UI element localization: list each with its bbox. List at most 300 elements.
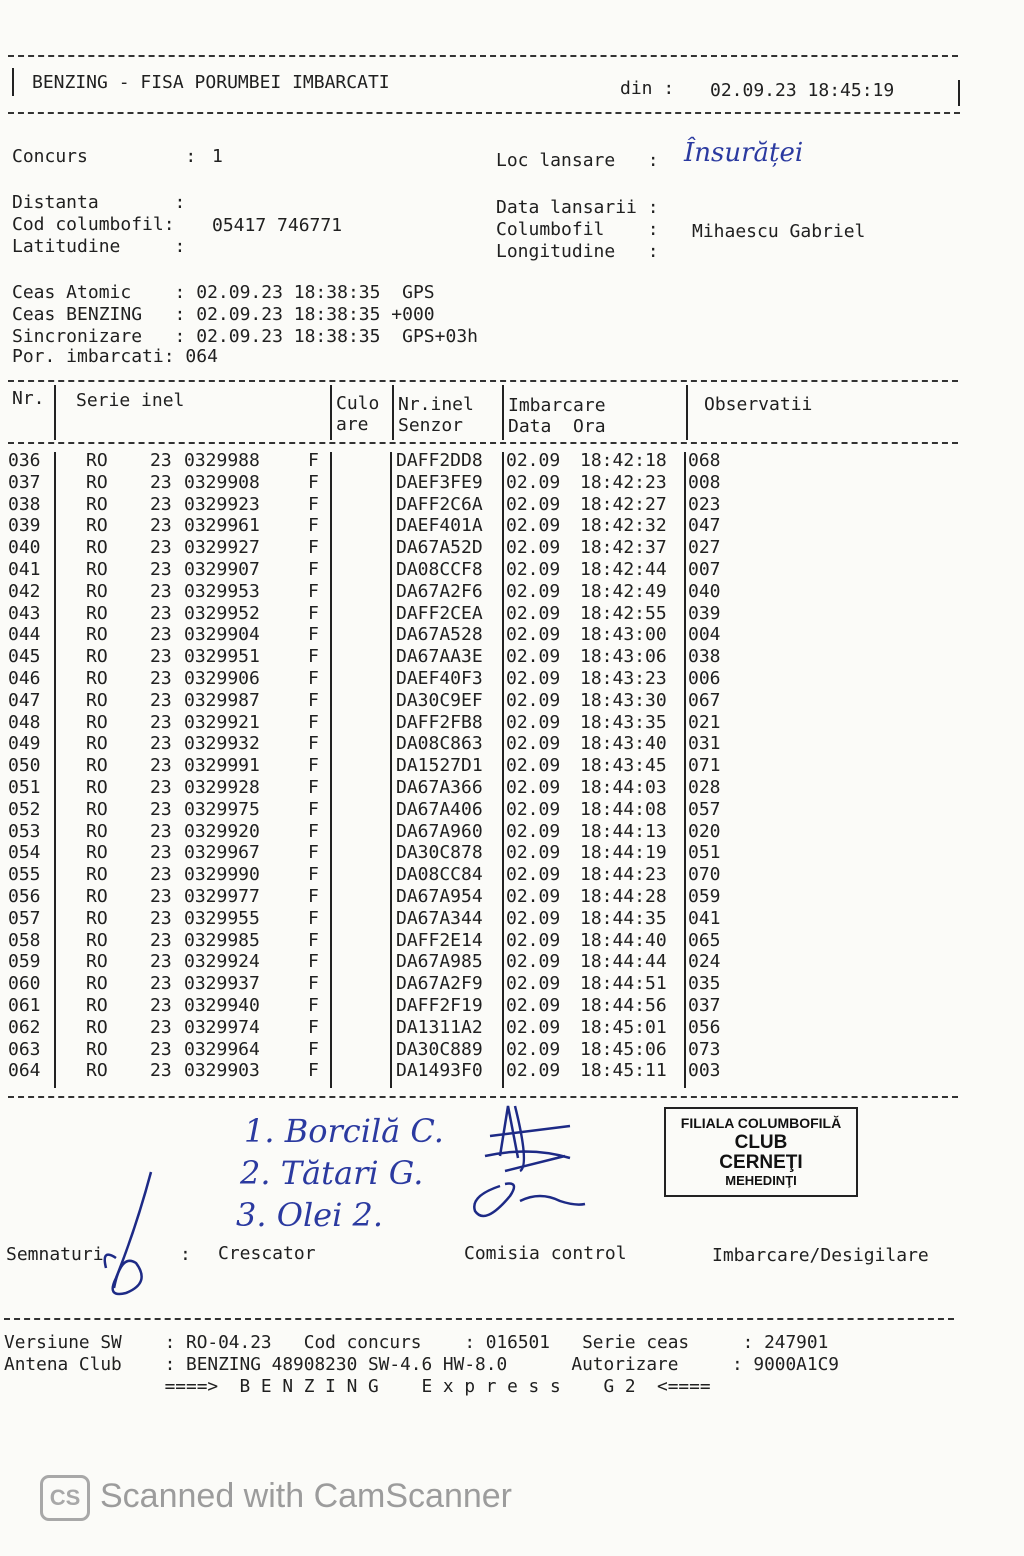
cell-nr: 061: [8, 995, 41, 1016]
cell-date: 02.09: [506, 537, 561, 559]
cell-sensor: DAFF2C6A: [396, 493, 483, 515]
cell-sensor: DA67A344: [396, 907, 483, 929]
table-top-rule: [8, 380, 958, 382]
cell-time: 18:42:37: [580, 537, 667, 559]
cell-sensor: DA67A366: [396, 777, 483, 798]
cell-sensor: DA08CCF8: [396, 559, 483, 580]
table-row: [8, 886, 958, 908]
table-row: [8, 777, 958, 799]
imbarcare-desigilare-label: Imbarcare/Desigilare: [712, 1245, 929, 1266]
cell-sensor: DAEF401A: [396, 515, 483, 537]
cell-date: 02.09: [506, 951, 561, 973]
cell-date: 02.09: [506, 842, 561, 864]
cell-country: RO: [86, 493, 108, 515]
camscanner-text: Scanned with CamScanner: [100, 1477, 513, 1515]
club-stamp: [664, 1107, 858, 1197]
cell-date: 02.09: [506, 820, 561, 842]
cell-time: 18:44:56: [580, 995, 667, 1016]
cell-country: RO: [86, 646, 108, 668]
cell-nr: 060: [8, 973, 41, 995]
cell-time: 18:45:01: [580, 1016, 667, 1038]
cell-year: 23: [150, 842, 172, 864]
cell-year: 23: [150, 886, 172, 907]
cell-obs: 065: [688, 929, 721, 951]
cell-obs: 041: [688, 907, 721, 929]
porumbei-imbarcati-line: Por. imbarcati: 064: [12, 346, 218, 367]
cell-nr: 052: [8, 798, 41, 820]
cell-ring: 0329961: [184, 515, 260, 537]
table-row: [8, 842, 958, 864]
cell-obs: 023: [688, 493, 721, 515]
cell-sex: F: [308, 559, 319, 580]
cell-date: 02.09: [506, 733, 561, 755]
cell-nr: 047: [8, 689, 41, 711]
cell-nr: 039: [8, 515, 41, 537]
col-header-senzor: Senzor: [398, 415, 464, 436]
body-sep-5: [684, 452, 686, 1088]
table-row: [8, 603, 958, 625]
cell-sensor: DA67A985: [396, 951, 483, 973]
cell-date: 02.09: [506, 471, 561, 493]
data-lansarii-label: Data lansarii :: [496, 197, 659, 218]
hdr-sep-1: [54, 385, 56, 440]
cell-nr: 058: [8, 929, 41, 951]
cell-obs: 003: [688, 1060, 721, 1082]
cell-nr: 048: [8, 711, 41, 733]
cell-sensor: DAFF2DD8: [396, 450, 483, 471]
cell-country: RO: [86, 733, 108, 755]
cell-obs: 038: [688, 646, 721, 668]
report-datetime: 02.09.23 18:45:19: [710, 80, 895, 101]
cell-time: 18:44:28: [580, 886, 667, 907]
table-row: [8, 515, 958, 537]
col-header-nr: Nr.: [12, 388, 45, 409]
table-row: [8, 494, 958, 516]
table-row: [8, 973, 958, 995]
cell-time: 18:43:45: [580, 755, 667, 777]
cell-nr: 043: [8, 602, 41, 624]
cell-date: 02.09: [506, 798, 561, 820]
cell-nr: 042: [8, 580, 41, 602]
cell-obs: 057: [688, 798, 721, 820]
cell-obs: 067: [688, 689, 721, 711]
cell-country: RO: [86, 820, 108, 842]
cell-sensor: DA67A2F9: [396, 973, 483, 995]
cell-year: 23: [150, 907, 172, 929]
cell-nr: 037: [8, 471, 41, 493]
cell-nr: 051: [8, 777, 41, 798]
cell-date: 02.09: [506, 668, 561, 689]
cell-time: 18:43:06: [580, 646, 667, 668]
cell-sex: F: [308, 755, 319, 777]
cell-year: 23: [150, 864, 172, 886]
cell-ring: 0329991: [184, 755, 260, 777]
cell-time: 18:42:32: [580, 515, 667, 537]
cell-time: 18:42:49: [580, 580, 667, 602]
cell-date: 02.09: [506, 1016, 561, 1038]
table-row: [8, 690, 958, 712]
cell-ring: 0329928: [184, 777, 260, 798]
cell-obs: 040: [688, 580, 721, 602]
cell-obs: 024: [688, 951, 721, 973]
table-row: [8, 1060, 958, 1082]
cell-ring: 0329964: [184, 1038, 260, 1060]
ceas-benzing-line: Ceas BENZING : 02.09.23 18:38:35 +000: [12, 304, 435, 325]
cell-date: 02.09: [506, 1060, 561, 1082]
cell-ring: 0329987: [184, 689, 260, 711]
cell-sensor: DA1311A2: [396, 1016, 483, 1038]
cell-date: 02.09: [506, 450, 561, 471]
cell-nr: 045: [8, 646, 41, 668]
table-row: [8, 821, 958, 843]
cell-time: 18:42:18: [580, 450, 667, 471]
hdr-sep-4: [502, 385, 504, 440]
cell-sex: F: [308, 711, 319, 733]
cell-nr: 053: [8, 820, 41, 842]
cell-sex: F: [308, 777, 319, 798]
table-row: [8, 799, 958, 821]
cell-date: 02.09: [506, 777, 561, 798]
cell-obs: 070: [688, 864, 721, 886]
cell-year: 23: [150, 646, 172, 668]
cell-sex: F: [308, 624, 319, 646]
cell-date: 02.09: [506, 711, 561, 733]
cell-time: 18:43:35: [580, 711, 667, 733]
cell-ring: 0329927: [184, 537, 260, 559]
longitudine-label: Longitudine :: [496, 241, 659, 262]
ceas-atomic-line: Ceas Atomic : 02.09.23 18:38:35 GPS: [12, 282, 435, 303]
cell-ring: 0329985: [184, 929, 260, 951]
loc-lansare-value: Însurăței: [684, 138, 804, 168]
table-row: [8, 1039, 958, 1061]
distanta-label: Distanta :: [12, 192, 186, 213]
cell-ring: 0329952: [184, 602, 260, 624]
cell-year: 23: [150, 624, 172, 646]
header-bottom-rule: [8, 112, 960, 114]
cell-ring: 0329974: [184, 1016, 260, 1038]
cell-sex: F: [308, 820, 319, 842]
cell-sex: F: [308, 689, 319, 711]
cell-sensor: DAFF2FB8: [396, 711, 483, 733]
cell-ring: 0329977: [184, 886, 260, 907]
cell-date: 02.09: [506, 929, 561, 951]
cell-sex: F: [308, 733, 319, 755]
cell-sensor: DA67A52D: [396, 537, 483, 559]
cell-obs: 004: [688, 624, 721, 646]
cell-time: 18:44:23: [580, 864, 667, 886]
cell-ring: 0329953: [184, 580, 260, 602]
cell-sensor: DA67A2F6: [396, 580, 483, 602]
handwritten-crescator-3: 3. Olei 2.: [236, 1196, 384, 1234]
cell-time: 18:45:11: [580, 1060, 667, 1082]
cell-year: 23: [150, 711, 172, 733]
table-row: [8, 995, 958, 1017]
cell-nr: 036: [8, 450, 41, 471]
cell-sensor: DA67A406: [396, 798, 483, 820]
cell-sex: F: [308, 842, 319, 864]
footer-line-2: Antena Club : BENZING 48908230 SW-4.6 HW-8.0 Autorizare : 9000A1C9: [4, 1354, 840, 1375]
cell-obs: 021: [688, 711, 721, 733]
cell-time: 18:42:27: [580, 493, 667, 515]
cell-sensor: DAFF2CEA: [396, 602, 483, 624]
table-row: [8, 581, 958, 603]
cell-year: 23: [150, 580, 172, 602]
cell-ring: 0329951: [184, 646, 260, 668]
cell-country: RO: [86, 471, 108, 493]
cell-obs: 056: [688, 1016, 721, 1038]
cell-ring: 0329903: [184, 1060, 260, 1082]
cell-obs: 027: [688, 537, 721, 559]
cell-ring: 0329908: [184, 471, 260, 493]
cell-sex: F: [308, 973, 319, 995]
header-right-bar: [958, 80, 960, 106]
col-header-imbarcare: Imbarcare: [508, 395, 606, 416]
table-header-rule: [8, 442, 958, 444]
cell-country: RO: [86, 580, 108, 602]
cell-year: 23: [150, 929, 172, 951]
cell-country: RO: [86, 798, 108, 820]
crescator-label: Crescator: [218, 1243, 316, 1264]
table-row: [8, 908, 958, 930]
table-row: [8, 624, 958, 646]
cell-sensor: DA1493F0: [396, 1060, 483, 1082]
table-row: [8, 537, 958, 559]
cell-country: RO: [86, 842, 108, 864]
cell-year: 23: [150, 559, 172, 580]
cell-nr: 055: [8, 864, 41, 886]
cell-country: RO: [86, 515, 108, 537]
cell-nr: 057: [8, 907, 41, 929]
cell-sensor: DA08C863: [396, 733, 483, 755]
cell-date: 02.09: [506, 689, 561, 711]
cell-year: 23: [150, 777, 172, 798]
cell-time: 18:43:23: [580, 668, 667, 689]
cell-sensor: DAEF40F3: [396, 668, 483, 689]
cod-columbofil-label: Cod columbofil:: [12, 214, 175, 235]
col-header-nr-inel: Nr.inel: [398, 394, 474, 415]
cell-time: 18:44:35: [580, 907, 667, 929]
cell-country: RO: [86, 755, 108, 777]
col-header-culoare-1: Culo: [336, 393, 380, 414]
cell-obs: 028: [688, 777, 721, 798]
cell-year: 23: [150, 755, 172, 777]
body-sep-2: [330, 452, 332, 1088]
cell-nr: 064: [8, 1060, 41, 1082]
stamp-line-3: CERNEŢI: [719, 1152, 803, 1173]
signature-semnaturi: [96, 1168, 166, 1308]
cell-obs: 073: [688, 1038, 721, 1060]
cod-columbofil-value: 05417 746771: [212, 215, 343, 236]
cell-country: RO: [86, 1016, 108, 1038]
cell-country: RO: [86, 907, 108, 929]
cell-date: 02.09: [506, 1038, 561, 1060]
cell-country: RO: [86, 624, 108, 646]
cell-time: 18:43:30: [580, 689, 667, 711]
cell-ring: 0329990: [184, 864, 260, 886]
cell-year: 23: [150, 1060, 172, 1082]
cell-year: 23: [150, 493, 172, 515]
cell-time: 18:44:03: [580, 777, 667, 798]
cell-obs: 068: [688, 450, 721, 471]
cell-year: 23: [150, 537, 172, 559]
table-row: [8, 668, 958, 690]
cell-sex: F: [308, 515, 319, 537]
cell-obs: 071: [688, 755, 721, 777]
latitudine-label: Latitudine :: [12, 236, 186, 257]
cell-nr: 041: [8, 559, 41, 580]
cell-obs: 039: [688, 602, 721, 624]
signature-comisia: [460, 1096, 590, 1231]
table-row: [8, 646, 958, 668]
cell-nr: 056: [8, 886, 41, 907]
columbofil-value: Mihaescu Gabriel: [692, 221, 866, 242]
table-row: [8, 472, 958, 494]
cell-year: 23: [150, 1038, 172, 1060]
table-row: [8, 930, 958, 952]
cell-sex: F: [308, 1038, 319, 1060]
comisia-control-label: Comisia control: [464, 1243, 627, 1264]
cell-sex: F: [308, 864, 319, 886]
cell-nr: 044: [8, 624, 41, 646]
cell-obs: 006: [688, 668, 721, 689]
cell-time: 18:43:40: [580, 733, 667, 755]
footer-rule: [4, 1318, 954, 1320]
cell-date: 02.09: [506, 886, 561, 907]
din-label: din :: [620, 78, 675, 99]
cell-country: RO: [86, 689, 108, 711]
cell-obs: 059: [688, 886, 721, 907]
col-header-data-ora: Data Ora: [508, 416, 606, 437]
cell-date: 02.09: [506, 907, 561, 929]
cell-sensor: DA30C889: [396, 1038, 483, 1060]
cell-country: RO: [86, 602, 108, 624]
cell-year: 23: [150, 973, 172, 995]
cell-time: 18:43:00: [580, 624, 667, 646]
cell-sex: F: [308, 907, 319, 929]
cell-sensor: DA08CC84: [396, 864, 483, 886]
hdr-sep-3: [392, 385, 394, 440]
table-row: [8, 712, 958, 734]
cell-country: RO: [86, 777, 108, 798]
cell-nr: 054: [8, 842, 41, 864]
body-sep-4: [502, 452, 504, 1088]
body-sep-1: [54, 452, 56, 1088]
cell-sensor: DAEF3FE9: [396, 471, 483, 493]
cell-nr: 038: [8, 493, 41, 515]
semnaturi-label: Semnaturi: [6, 1244, 104, 1265]
hdr-sep-5: [686, 385, 688, 440]
cell-obs: 008: [688, 471, 721, 493]
cell-sex: F: [308, 668, 319, 689]
cell-date: 02.09: [506, 624, 561, 646]
cell-sex: F: [308, 1016, 319, 1038]
cell-sensor: DAFF2F19: [396, 995, 483, 1016]
cell-year: 23: [150, 689, 172, 711]
sincronizare-line: Sincronizare : 02.09.23 18:38:35 GPS+03h: [12, 326, 478, 347]
cell-country: RO: [86, 711, 108, 733]
cell-country: RO: [86, 995, 108, 1016]
stamp-line-1: FILIALA COLUMBOFILĂ: [680, 1115, 842, 1131]
cell-ring: 0329920: [184, 820, 260, 842]
cell-year: 23: [150, 471, 172, 493]
cell-nr: 062: [8, 1016, 41, 1038]
header-top-rule: [8, 55, 958, 57]
cell-nr: 059: [8, 951, 41, 973]
camscanner-logo-icon: CS: [40, 1475, 90, 1521]
cell-date: 02.09: [506, 580, 561, 602]
cell-date: 02.09: [506, 646, 561, 668]
cell-ring: 0329955: [184, 907, 260, 929]
cell-sensor: DA67A960: [396, 820, 483, 842]
loc-lansare-label: Loc lansare :: [496, 150, 659, 171]
cell-sex: F: [308, 450, 319, 471]
cell-date: 02.09: [506, 755, 561, 777]
cell-obs: 020: [688, 820, 721, 842]
cell-sex: F: [308, 471, 319, 493]
cell-year: 23: [150, 798, 172, 820]
cell-year: 23: [150, 995, 172, 1016]
cell-sensor: DA1527D1: [396, 755, 483, 777]
cell-sensor: DAFF2E14: [396, 929, 483, 951]
body-sep-3: [390, 452, 392, 1088]
cell-sex: F: [308, 646, 319, 668]
cell-country: RO: [86, 1060, 108, 1082]
cell-ring: 0329906: [184, 668, 260, 689]
cell-ring: 0329904: [184, 624, 260, 646]
cell-time: 18:42:55: [580, 602, 667, 624]
col-header-observatii: Observatii: [704, 394, 813, 415]
cell-year: 23: [150, 602, 172, 624]
cell-year: 23: [150, 668, 172, 689]
cell-obs: 031: [688, 733, 721, 755]
cell-obs: 037: [688, 995, 721, 1016]
cell-year: 23: [150, 450, 172, 471]
cell-obs: 051: [688, 842, 721, 864]
cell-sex: F: [308, 580, 319, 602]
hdr-sep-2: [330, 385, 332, 440]
cell-nr: 046: [8, 668, 41, 689]
table-row: [8, 559, 958, 581]
cell-nr: 040: [8, 537, 41, 559]
handwritten-crescator-2: 2. Tătari G.: [240, 1154, 424, 1192]
cell-date: 02.09: [506, 515, 561, 537]
cell-country: RO: [86, 929, 108, 951]
cell-ring: 0329967: [184, 842, 260, 864]
cell-sex: F: [308, 798, 319, 820]
cell-sex: F: [308, 929, 319, 951]
cell-nr: 049: [8, 733, 41, 755]
cell-year: 23: [150, 1016, 172, 1038]
table-row: [8, 951, 958, 973]
stamp-line-2: CLUB: [734, 1132, 788, 1153]
cell-sensor: DA67AA3E: [396, 646, 483, 668]
table-row: [8, 450, 958, 472]
cell-ring: 0329988: [184, 450, 260, 471]
cell-ring: 0329932: [184, 733, 260, 755]
cell-date: 02.09: [506, 559, 561, 580]
table-row: [8, 1017, 958, 1039]
cell-year: 23: [150, 515, 172, 537]
cell-ring: 0329937: [184, 973, 260, 995]
col-header-serie: Serie inel: [76, 390, 185, 411]
cell-sex: F: [308, 995, 319, 1016]
cell-ring: 0329923: [184, 493, 260, 515]
cell-country: RO: [86, 559, 108, 580]
cell-sensor: DA30C878: [396, 842, 483, 864]
semnaturi-colon: :: [180, 1244, 191, 1265]
cell-sex: F: [308, 537, 319, 559]
header-left-bar: [12, 68, 14, 96]
